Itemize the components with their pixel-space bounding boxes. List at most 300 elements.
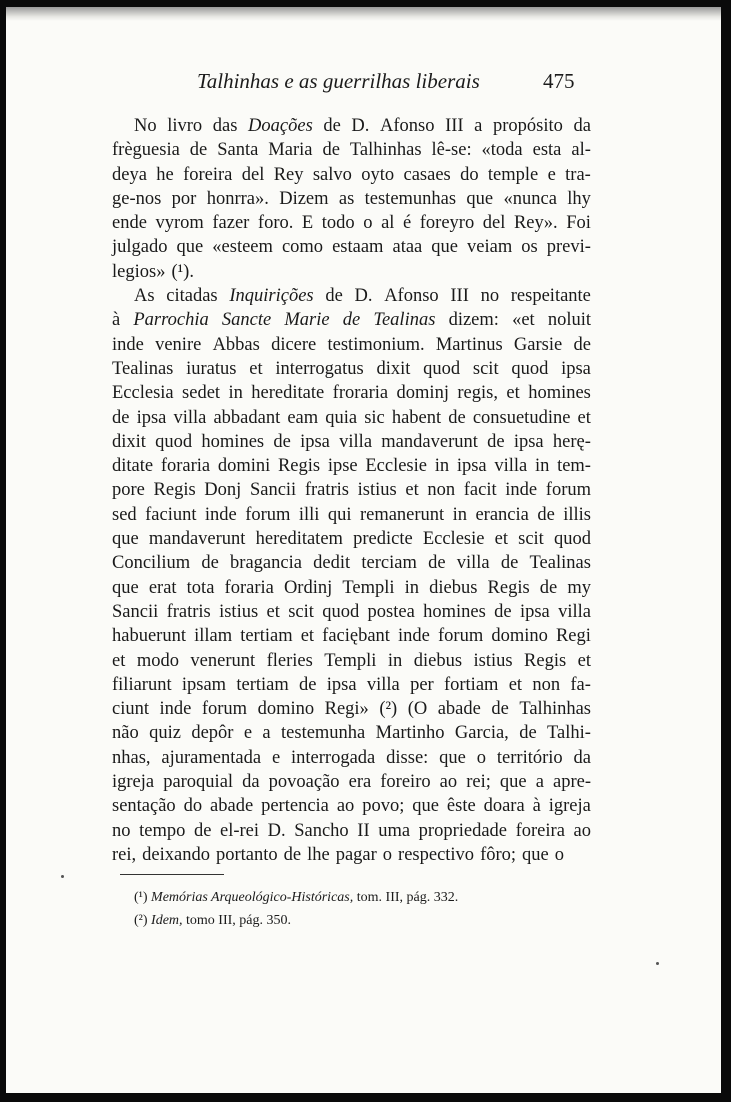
word: D. <box>267 820 286 841</box>
word: quod <box>511 358 549 379</box>
word: dedit <box>313 553 351 574</box>
word: villa <box>494 456 528 477</box>
text-line <box>112 770 591 794</box>
word: veiam <box>467 237 513 258</box>
word: nhas, <box>112 747 151 768</box>
footnote-1 <box>134 886 458 909</box>
word: de <box>494 601 512 622</box>
footnote-source: Memórias Arqueológico-Históricas, <box>151 890 354 905</box>
word: as <box>338 188 355 209</box>
word: que <box>412 796 439 817</box>
word: oyto <box>361 164 395 185</box>
word: et <box>577 407 591 428</box>
text-line <box>112 527 591 551</box>
word: homines <box>528 383 591 404</box>
text-line <box>112 381 591 405</box>
word: é <box>402 213 412 234</box>
word: erancia <box>475 504 529 525</box>
word: Marie <box>284 310 330 331</box>
word: de <box>273 431 291 452</box>
word: tra- <box>565 164 591 185</box>
word: a <box>474 116 483 136</box>
word: Maria <box>268 140 313 161</box>
text-line <box>112 819 591 843</box>
word: Templi <box>324 650 377 671</box>
word: respectivo <box>398 844 475 865</box>
word: et <box>494 529 508 550</box>
word: interrogatus <box>275 358 364 379</box>
word: casaes <box>403 164 451 185</box>
text-line <box>112 235 591 259</box>
word: quiz <box>149 723 181 744</box>
word: el-rei <box>220 820 260 841</box>
word: tertiam <box>236 674 289 695</box>
word: istius <box>219 601 259 622</box>
word: o <box>476 747 487 768</box>
word: ditate <box>112 456 154 477</box>
word: Afonso <box>380 116 435 136</box>
text-line <box>112 114 591 138</box>
word: III <box>450 286 469 307</box>
word: livro <box>167 116 203 136</box>
word: de <box>342 310 361 331</box>
word: não <box>112 723 139 744</box>
word: forum <box>245 504 291 525</box>
word: non <box>427 480 456 501</box>
word: et <box>508 674 523 695</box>
word: ao <box>439 772 458 793</box>
word: à <box>532 796 541 817</box>
word: herę- <box>552 431 591 452</box>
text-line <box>112 138 591 162</box>
word: abade <box>210 796 254 817</box>
word: in <box>534 456 550 477</box>
word: Regis <box>277 456 321 477</box>
word: predicte <box>353 529 413 550</box>
word: Talhinhas <box>519 699 591 720</box>
word: foraria <box>224 577 274 598</box>
word: «nunca <box>503 188 557 209</box>
word: dixit <box>376 358 411 379</box>
word: ipsa <box>456 456 487 477</box>
word: rei, <box>112 844 137 865</box>
word: e <box>271 747 281 768</box>
word: dizem: <box>448 310 499 331</box>
word: bragancia <box>230 553 302 574</box>
word: regis, <box>457 383 498 404</box>
word: Regis <box>487 577 530 598</box>
book-page <box>6 7 721 1093</box>
word: Foi <box>566 213 591 234</box>
word: Dizem <box>279 188 329 209</box>
word: da <box>242 772 260 793</box>
word: Talhinhas <box>349 140 422 161</box>
word: foreira <box>183 164 233 185</box>
word: tertiam <box>240 626 293 647</box>
word: domino <box>491 626 548 647</box>
word: D. <box>354 286 373 307</box>
word: legios» <box>112 261 166 282</box>
word: fortiam <box>443 674 499 695</box>
word: per <box>410 674 434 695</box>
word: esta <box>532 140 562 161</box>
word: foreyro <box>419 213 475 234</box>
word: in <box>452 504 468 525</box>
word: sed <box>112 504 137 525</box>
text-line <box>112 697 591 721</box>
word: inde <box>505 480 538 501</box>
word: D. <box>351 116 370 136</box>
word: paroquial <box>163 772 234 793</box>
word: et <box>112 650 126 671</box>
word: iuratus <box>186 358 237 379</box>
word: homines <box>423 601 486 622</box>
word: hereditate <box>251 383 325 404</box>
word: remanerunt <box>359 504 445 525</box>
word: Concilium <box>112 553 191 574</box>
word: Afonso <box>384 286 439 307</box>
word: consuetudine <box>472 407 571 428</box>
word: mandaverunt <box>381 431 478 452</box>
word: «esteem <box>212 237 273 258</box>
word: abade <box>437 699 481 720</box>
word: dominj <box>396 383 449 404</box>
word: que <box>112 529 139 550</box>
word: o <box>554 844 564 865</box>
word: da <box>573 116 591 136</box>
footnote-mark: (²) <box>134 913 148 928</box>
word: ipsa <box>326 674 357 695</box>
word: Templi <box>342 577 395 598</box>
word: Martinus <box>435 334 503 355</box>
word: do <box>183 796 203 817</box>
word: quod <box>553 529 591 550</box>
word: Sancte <box>221 310 272 331</box>
word: scit <box>518 529 544 550</box>
word: III <box>445 116 464 136</box>
word: Parrochia <box>133 310 209 331</box>
word: de <box>193 820 212 841</box>
word: lhy <box>567 188 591 209</box>
word: sentação <box>112 796 176 817</box>
text-line <box>112 163 591 187</box>
word: faciębant <box>322 626 390 647</box>
word: todo <box>321 213 355 234</box>
word: era <box>348 772 372 793</box>
text-line <box>112 211 591 235</box>
text-line <box>112 357 591 381</box>
word: villa <box>456 553 490 574</box>
footnote-detail: tomo III, pág. 350. <box>186 913 292 928</box>
word: Garcia, <box>454 723 509 744</box>
word: ipsa <box>519 601 550 622</box>
word: que <box>439 747 466 768</box>
word: Tealinas <box>373 310 436 331</box>
word: deya <box>112 164 147 185</box>
word: al- <box>571 140 591 161</box>
word: igreja <box>548 796 591 817</box>
word: portanto <box>215 844 278 865</box>
word: estaam <box>332 237 384 258</box>
word: povo; <box>362 796 405 817</box>
text-line <box>112 284 591 308</box>
word: ipse <box>327 456 358 477</box>
word: in <box>434 456 450 477</box>
word: my <box>567 577 591 598</box>
word: Donj <box>204 480 242 501</box>
word: abbadant <box>213 407 281 428</box>
word: e <box>243 723 253 744</box>
word: fôro; <box>480 844 517 865</box>
word: in <box>404 577 419 598</box>
word: no <box>480 286 500 307</box>
word: interrogada <box>291 747 376 768</box>
word: forum <box>545 480 591 501</box>
text-line <box>112 600 591 624</box>
word: de <box>283 844 302 865</box>
word: et <box>405 480 419 501</box>
word: ao <box>336 796 355 817</box>
word: Ordinj <box>283 577 333 598</box>
word: qui <box>327 504 352 525</box>
text-line <box>112 721 591 745</box>
word: de <box>323 116 341 136</box>
word: venerunt <box>190 650 256 671</box>
word: habuerunt <box>112 626 186 647</box>
word: foreiro <box>380 772 431 793</box>
word: foreira <box>515 820 565 841</box>
word: o <box>382 844 393 865</box>
word: terciam <box>361 553 417 574</box>
text-line <box>112 624 591 648</box>
word: villa <box>558 601 591 622</box>
word: respeitante <box>510 286 591 307</box>
word: por <box>171 188 197 209</box>
word: que <box>431 237 459 258</box>
word: no <box>112 820 131 841</box>
word: noluit <box>547 310 591 331</box>
word: fratris <box>304 480 350 501</box>
word: êste <box>446 796 476 817</box>
word: habent <box>391 407 442 428</box>
word: de <box>491 699 509 720</box>
word: e <box>547 164 556 185</box>
word: de <box>112 407 130 428</box>
word: inde <box>112 334 144 355</box>
text-line <box>112 673 591 697</box>
word: II <box>357 820 370 841</box>
text-line <box>112 746 591 770</box>
word: modo <box>136 650 179 671</box>
word: de <box>299 674 317 695</box>
word: Sancho <box>294 820 349 841</box>
word: Regis <box>524 650 567 671</box>
word: Ecclesie <box>422 529 485 550</box>
word: lê-se: <box>431 140 472 161</box>
word: de <box>487 431 505 452</box>
running-title: Talhinhas e as guerrilhas liberais <box>197 69 480 93</box>
text-line <box>112 187 591 211</box>
footnote-source: Idem, <box>151 913 183 928</box>
text-line <box>112 478 591 502</box>
word: Talhi- <box>547 723 591 744</box>
text-line <box>112 843 591 867</box>
word: he <box>156 164 174 185</box>
word: Inquirições <box>229 286 314 307</box>
text-line <box>112 260 591 284</box>
word: do <box>460 164 479 185</box>
text-line <box>112 503 591 527</box>
word: pore <box>112 480 145 501</box>
word: disse: <box>386 747 429 768</box>
word: ipsa <box>513 431 544 452</box>
word: Sancii <box>112 601 159 622</box>
word: uma <box>378 820 411 841</box>
word: fa- <box>570 674 591 695</box>
word: de <box>573 334 591 355</box>
word: que <box>112 577 139 598</box>
word: ataa <box>392 237 423 258</box>
word: ipsa <box>136 407 167 428</box>
word: froraria <box>332 383 389 404</box>
word: testemunhas <box>364 188 457 209</box>
word: et <box>577 650 591 671</box>
word: apre- <box>552 772 591 793</box>
word: território <box>496 747 563 768</box>
word: quia <box>325 407 358 428</box>
word: rei; <box>466 772 491 793</box>
word: quod <box>155 431 193 452</box>
footnote-2 <box>134 909 458 932</box>
word: de <box>519 723 537 744</box>
word: ipsa <box>561 358 591 379</box>
word: facit <box>463 480 497 501</box>
word: fazer <box>212 213 250 234</box>
footnote-detail: tom. III, pág. 332. <box>356 890 459 905</box>
word: de <box>201 553 219 574</box>
word: a <box>262 723 271 744</box>
word: domini <box>217 456 271 477</box>
word: et <box>506 383 520 404</box>
word: postea <box>367 601 415 622</box>
paper-speck <box>656 962 659 965</box>
word: domino <box>257 699 315 720</box>
word: Doações <box>248 116 313 136</box>
text-line <box>112 649 591 673</box>
word: et <box>249 358 263 379</box>
word: tempo <box>139 820 186 841</box>
word: dixit <box>112 431 146 452</box>
word: da <box>573 747 591 768</box>
word: Garsie <box>513 334 563 355</box>
word: como <box>281 237 324 258</box>
word: lhe <box>307 844 330 865</box>
word: foraria <box>160 456 211 477</box>
word: «toda <box>481 140 523 161</box>
word: ge-nos <box>112 188 162 209</box>
word: (²) <box>379 699 398 720</box>
word: que <box>499 772 527 793</box>
word: temple <box>487 164 539 185</box>
word: ipsam <box>181 674 227 695</box>
word: diebus <box>429 577 478 598</box>
word: Tealinas <box>112 358 174 379</box>
word: Martinho <box>375 723 445 744</box>
page-number: 475 <box>543 69 575 93</box>
word: deixando <box>142 844 210 865</box>
word: ajuramentada <box>161 747 262 768</box>
text-line <box>112 794 591 818</box>
word: tem- <box>557 456 591 477</box>
word: Tealinas <box>529 553 591 574</box>
word: inde <box>398 626 430 647</box>
word: julgado <box>112 237 168 258</box>
word: que <box>466 188 494 209</box>
paper-speck <box>61 875 64 878</box>
word: de <box>322 140 340 161</box>
word: tota <box>186 577 215 598</box>
word: filiarunt <box>112 674 172 695</box>
word: quod <box>322 601 360 622</box>
word: vyrom <box>155 213 204 234</box>
word: illam <box>194 626 233 647</box>
text-line <box>112 308 591 332</box>
word: de <box>189 140 208 161</box>
word: pagar <box>335 844 377 865</box>
word: villa <box>173 407 207 428</box>
word: que <box>522 844 549 865</box>
word: «et <box>512 310 535 331</box>
word: istius <box>473 650 513 671</box>
word: et <box>300 626 315 647</box>
word: et <box>266 601 280 622</box>
word: a <box>535 772 544 793</box>
word: foro. <box>257 213 294 234</box>
page-top-edge <box>6 7 721 21</box>
word: homines <box>201 431 265 452</box>
word: Regi» <box>324 699 369 720</box>
word: forum <box>201 699 248 720</box>
word: os <box>521 237 538 258</box>
word: inde <box>204 504 237 525</box>
word: mandaverunt <box>148 529 246 550</box>
word: de <box>539 577 558 598</box>
word: faciunt <box>145 504 197 525</box>
word: à <box>112 310 121 331</box>
word: propósito <box>492 116 563 136</box>
word: frèguesia <box>112 140 180 161</box>
footnote-mark: (¹) <box>134 890 148 905</box>
word: de <box>428 553 446 574</box>
word: istius <box>357 480 397 501</box>
word: propriedade <box>418 820 508 841</box>
word: fratris <box>166 601 211 622</box>
word: E <box>301 213 314 234</box>
word: forum <box>438 626 484 647</box>
word: das <box>212 116 238 136</box>
footnote-rule <box>120 874 224 875</box>
word: scit <box>288 601 314 622</box>
word: hereditatem <box>255 529 343 550</box>
footnotes <box>134 886 458 932</box>
word: in <box>228 383 243 404</box>
word: Regis <box>153 480 196 501</box>
text-line <box>112 551 591 575</box>
word: sedet <box>182 383 221 404</box>
word: de <box>537 504 555 525</box>
word: diebus <box>413 650 463 671</box>
word: erat <box>148 577 177 598</box>
